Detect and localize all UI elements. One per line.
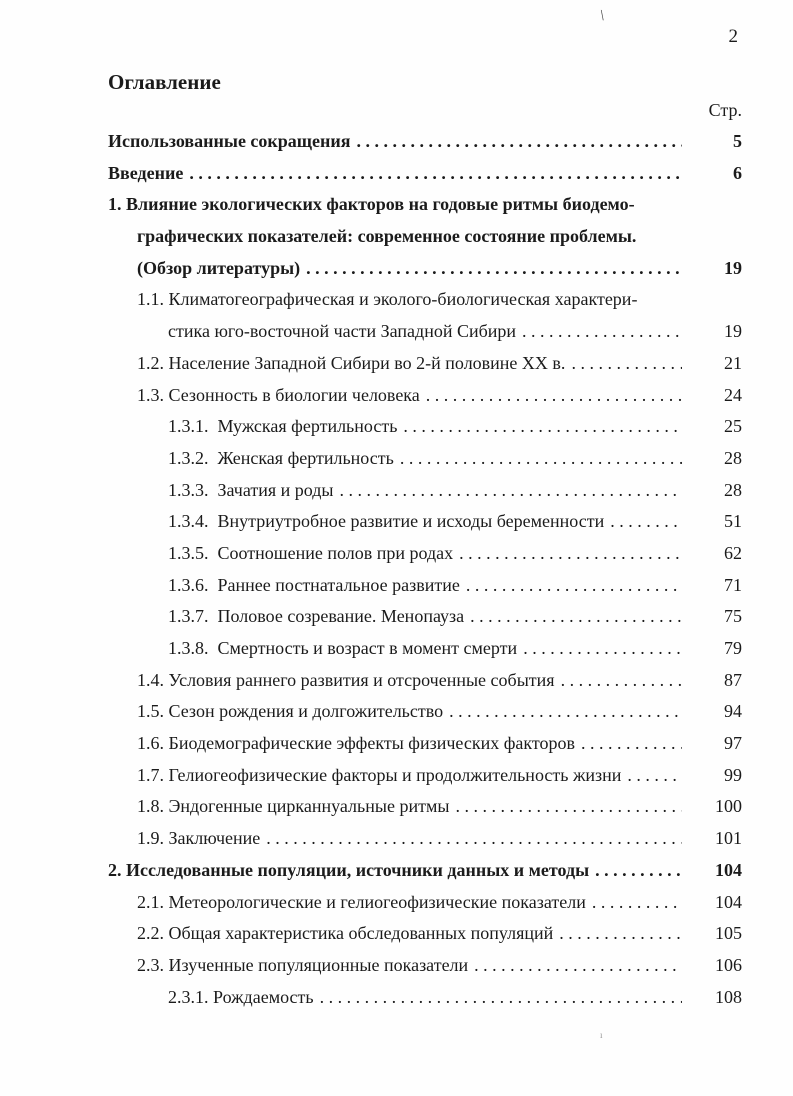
- toc-page-number: 99: [724, 764, 742, 785]
- toc-entry-text: 2.3.1. Рождаемость: [168, 986, 314, 1007]
- toc-entry: [108, 288, 742, 311]
- toc-entry: [108, 700, 742, 723]
- toc-entry: [108, 193, 742, 216]
- toc-entry: [108, 574, 742, 597]
- toc-page-number: 5: [733, 131, 742, 151]
- dot-leader: [561, 669, 682, 692]
- toc-entry: [108, 479, 742, 502]
- toc-entry: [108, 130, 742, 153]
- page-number-top: 2: [728, 26, 738, 47]
- dot-leader: [559, 922, 682, 945]
- toc-entry-text: 1.3.4. Внутриутробное развитие и исходы беременности: [168, 511, 605, 532]
- dot-leader: [400, 447, 682, 470]
- toc-entry-text: стика юго-восточной части Западной Сибири: [168, 321, 517, 342]
- toc-entry-text: 1.3. Сезонность в биологии человека: [137, 384, 420, 405]
- toc-entry-text: 1.2. Население Западной Сибири во 2-й половине XX в.: [137, 352, 566, 373]
- toc-entry-text: графических показателей: современное состояние проблемы.: [137, 226, 637, 247]
- toc-entry: [108, 891, 742, 914]
- toc-page-number: 105: [715, 923, 742, 944]
- toc-page-number: 51: [724, 511, 742, 532]
- toc-entry-text: Введение: [108, 162, 184, 183]
- toc-entry: [108, 986, 742, 1009]
- toc-entry: [108, 637, 742, 660]
- dot-leader: [306, 257, 682, 280]
- toc-entry-text: 1.7. Гелиогеофизические факторы и продолжительность жизни: [137, 764, 622, 785]
- toc-entry: [108, 225, 742, 248]
- toc-entry: [108, 542, 742, 565]
- toc-entry-text: 1.9. Заключение: [137, 828, 261, 849]
- dot-leader: [189, 162, 682, 185]
- toc-entry-text: 1. Влияние экологических факторов на годовые ритмы биодемо-: [108, 194, 635, 215]
- toc-entry-text: 1.3.8. Смертность и возраст в момент смерти: [168, 638, 518, 658]
- toc-page-number: 24: [724, 384, 742, 405]
- toc-page-number: 6: [733, 162, 742, 183]
- toc-entry-text: 1.3.7. Половое созревание. Менопауза: [168, 606, 465, 627]
- toc-entry-text: 2.3. Изученные популяционные показатели: [137, 954, 469, 975]
- toc-entry: [108, 669, 742, 692]
- dot-leader: [356, 130, 682, 153]
- toc-entry: [108, 447, 742, 470]
- toc-entry: [108, 162, 742, 185]
- toc-entry: [108, 764, 742, 787]
- toc-entry: [108, 827, 742, 850]
- toc-entry-text: 1.3.2. Женская фертильность: [168, 447, 394, 468]
- toc-page-number: 104: [715, 859, 742, 880]
- dot-leader: [449, 700, 682, 723]
- toc-page-number: 28: [724, 479, 742, 500]
- toc-page-number: 87: [724, 669, 742, 690]
- toc-entry: [108, 605, 742, 628]
- toc-entry: [108, 859, 742, 882]
- toc-page-number: 101: [715, 828, 742, 849]
- dot-leader: [610, 510, 682, 533]
- dot-leader: [320, 986, 682, 1009]
- toc-entry-text: 1.4. Условия раннего развития и отсроченные события: [137, 669, 555, 690]
- scan-artifact-bottom-mark: ı: [600, 1030, 603, 1040]
- toc-entry: [108, 510, 742, 533]
- page-column-header: Стр.: [708, 100, 742, 120]
- toc-entry: [108, 954, 742, 977]
- toc-entry: [108, 922, 742, 945]
- toc-page: [108, 70, 742, 1017]
- toc-entry-text: 2.2. Общая характеристика обследованных популяций: [137, 923, 554, 944]
- toc-page-number: 62: [724, 542, 742, 563]
- dot-leader: [581, 732, 682, 755]
- dot-leader: [266, 827, 682, 850]
- toc-entry-text: 1.3.1. Мужская фертильность: [168, 416, 398, 437]
- toc-entry-text: 2.1. Метеорологические и гелиогеофизические показатели: [137, 891, 586, 912]
- toc-entry-text: 1.8. Эндогенные цирканнуальные ритмы: [137, 796, 450, 817]
- dot-leader: [466, 574, 682, 597]
- toc-page-number: 104: [715, 891, 742, 912]
- toc-page-number: 106: [715, 954, 742, 975]
- toc-page-number: 21: [724, 352, 742, 373]
- toc-page-number: 79: [724, 638, 742, 658]
- dot-leader: [571, 352, 682, 375]
- toc-page-number: 28: [724, 447, 742, 468]
- toc-entry-text: Использованные сокращения: [108, 131, 351, 151]
- toc-entry: [108, 795, 742, 818]
- toc-entry-text: 2. Исследованные популяции, источники данных и методы: [108, 859, 590, 880]
- dot-leader: [403, 415, 682, 438]
- toc-entry-text: 1.1. Климатогеографическая и эколого-биологическая характери-: [137, 289, 638, 310]
- dot-leader: [627, 764, 682, 787]
- toc-entry-text: 1.5. Сезон рождения и долгожительство: [137, 701, 444, 722]
- dot-leader: [455, 795, 682, 818]
- toc-entry-text: (Обзор литературы): [137, 257, 301, 278]
- scan-artifact-top-mark: \: [598, 7, 606, 25]
- toc-entry-text: 1.3.3. Зачатия и роды: [168, 479, 334, 500]
- toc-entry: [108, 384, 742, 407]
- dot-leader: [474, 954, 682, 977]
- toc-entry: [108, 257, 742, 280]
- dot-leader: [523, 637, 682, 660]
- dot-leader: [592, 891, 682, 914]
- toc-page-number: 75: [724, 606, 742, 627]
- toc-page-number: 100: [715, 796, 742, 817]
- toc-entry: [108, 320, 742, 343]
- toc-entry-text: 1.3.5. Соотношение полов при родах: [168, 542, 454, 563]
- dot-leader: [426, 384, 682, 407]
- toc-entry: [108, 732, 742, 755]
- page-title: Оглавление: [108, 70, 221, 94]
- toc-page-number: 97: [724, 733, 742, 754]
- toc-page-number: 19: [724, 257, 742, 278]
- toc-entry: [108, 352, 742, 375]
- toc-entry-text: 1.6. Биодемографические эффекты физических факторов: [137, 733, 575, 754]
- dot-leader: [340, 479, 682, 502]
- toc-page-number: 71: [724, 574, 742, 595]
- dot-leader: [595, 859, 682, 882]
- toc-page-number: 19: [724, 321, 742, 342]
- toc-page-number: 108: [715, 986, 742, 1007]
- dot-leader: [470, 605, 682, 628]
- toc-page-number: 25: [724, 416, 742, 437]
- toc-page-number: 94: [724, 701, 742, 722]
- toc-entry-text: 1.3.6. Раннее постнатальное развитие: [168, 574, 460, 595]
- toc-entry: [108, 415, 742, 438]
- toc-list: [108, 130, 742, 1009]
- dot-leader: [522, 320, 682, 343]
- dot-leader: [459, 542, 682, 565]
